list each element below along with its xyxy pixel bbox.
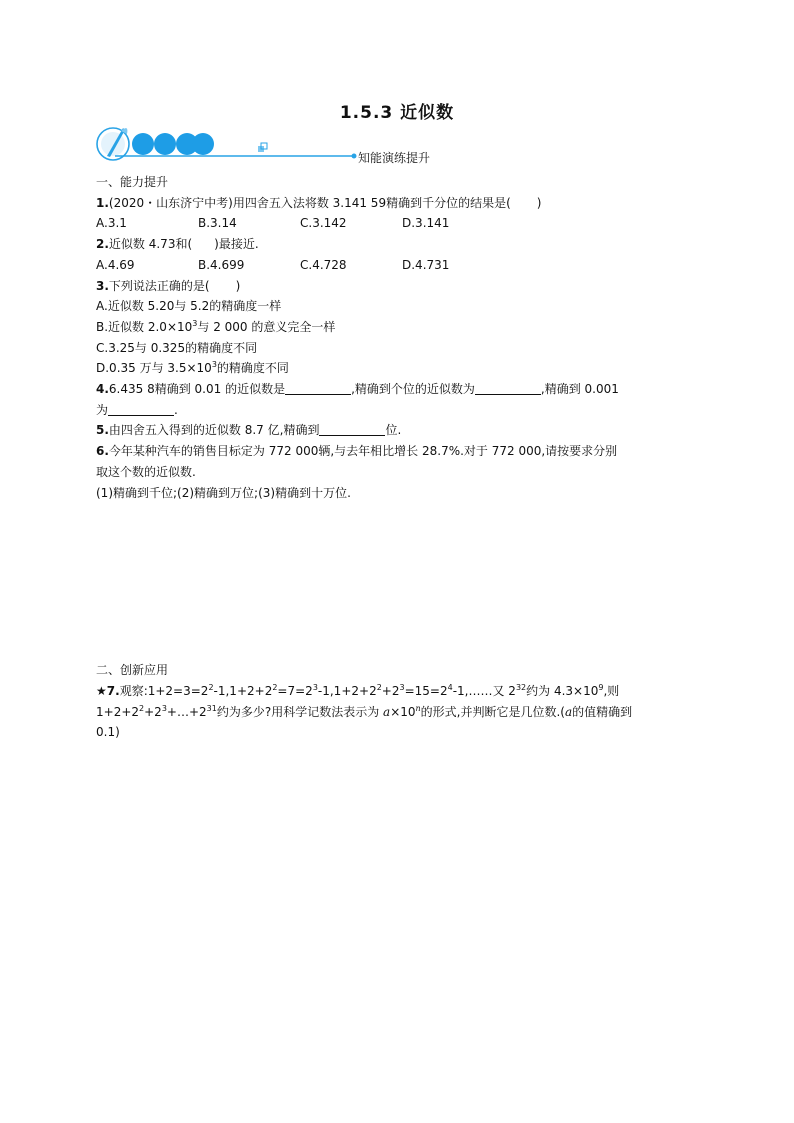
formula-part: ×10: [390, 704, 416, 719]
question-2-options: [96, 255, 696, 276]
question-6-parts: (1)精确到千位;(2)精确到万位;(3)精确到十万位.: [96, 485, 351, 500]
option-c: C.3.142: [300, 216, 347, 231]
question-text: ,精确到 0.001: [540, 382, 619, 397]
exponent: 2: [139, 703, 145, 713]
question-text: 位.: [385, 423, 402, 438]
question-number: 7.: [106, 683, 120, 698]
question-text: 今年某种汽车的销售目标定为 772 000辆,与去年相比增长 28.7%.对于 772 000,请按要求分别: [108, 444, 618, 459]
question-4: [96, 379, 696, 400]
variable: a: [383, 704, 391, 719]
question-text: 下列说法正确的是(: [108, 278, 210, 293]
exponent: 3: [192, 318, 198, 328]
exponent: 9: [598, 682, 604, 692]
question-number: 5.: [96, 423, 109, 438]
question-7-end: 0.1): [96, 725, 120, 740]
option-d: D.3.141: [402, 216, 450, 231]
exponent: 4: [447, 682, 453, 692]
question-number: 3.: [96, 278, 109, 293]
question-text: ,精确到个位的近似数为: [351, 382, 475, 397]
formula-part: -1,1+2+2: [213, 683, 273, 698]
section-heading: 一、能力提升: [96, 175, 169, 189]
question-text: 为: [96, 402, 109, 417]
question-4-cont: [96, 400, 696, 421]
question-1-options: [96, 213, 696, 234]
formula-part: ,则: [603, 683, 620, 698]
option-d: [96, 358, 696, 379]
question-1: [96, 193, 696, 214]
question-text: 的值精确到: [572, 704, 633, 719]
question-text: 由四舍五入得到的近似数 8.7 亿,精确到: [108, 423, 320, 438]
section-banner: [95, 122, 460, 166]
question-text: 的形式,并判断它是几位数.(: [420, 704, 565, 719]
banner-label: 知能演练提升: [358, 151, 431, 165]
question-5: [96, 420, 696, 441]
question-2: [96, 234, 696, 255]
exponent: 2: [376, 682, 382, 692]
option-b-text: B.近似数 2.0×10: [96, 319, 193, 334]
question-number: 1.: [96, 195, 109, 210]
option-a: A.4.69: [96, 257, 135, 272]
answer-blank[interactable]: [108, 403, 174, 416]
formula-part: -1,……又 2: [452, 683, 516, 698]
paren-close: ): [235, 278, 241, 293]
exponent: n: [415, 703, 421, 713]
formula-part: 1+2+2: [96, 704, 140, 719]
question-6: [96, 441, 696, 462]
option-c: C.4.728: [300, 257, 347, 272]
option-d-text-tail: 的精确度不同: [216, 361, 289, 376]
option-a: A.3.1: [96, 216, 127, 231]
exponent: 3: [161, 703, 167, 713]
question-text: 观察:: [119, 683, 148, 698]
option-a: A.近似数 5.20与 5.2的精确度一样: [96, 299, 282, 314]
formula-part: 约为 4.3×10: [526, 683, 599, 698]
question-number: 6.: [96, 444, 109, 459]
answer-blank[interactable]: [475, 382, 541, 395]
question-7: [96, 681, 696, 702]
question-6-cont: 取这个数的近似数.: [96, 464, 196, 479]
question-7-cont: [96, 702, 696, 723]
question-text: 6.435 8精确到 0.01 的近似数是: [108, 382, 286, 397]
question-text: (2020・山东济宁中考)用四舍五入法将数 3.141 59精确到千分位的结果是(: [108, 195, 511, 210]
formula-part: +…+2: [166, 704, 207, 719]
worksheet-content: [96, 172, 696, 743]
formula-part: 1+2=3=2: [147, 683, 209, 698]
page-title: 1.5.3 近似数: [339, 103, 455, 123]
exponent: 31: [206, 703, 217, 713]
question-number: 2.: [96, 237, 109, 252]
option-d-text: D.0.35 万与 3.5×10: [96, 361, 212, 376]
formula-part: =15=2: [404, 683, 448, 698]
exponent: 3: [399, 682, 405, 692]
option-d: D.4.731: [402, 257, 450, 272]
formula-part: =7=2: [277, 683, 313, 698]
formula-part: -1,1+2+2: [317, 683, 377, 698]
option-c: C.3.25与 0.325的精确度不同: [96, 340, 258, 355]
formula-part: +2: [144, 704, 162, 719]
question-number: 4.: [96, 382, 109, 397]
question-text: .: [174, 402, 178, 417]
exponent: 2: [208, 682, 214, 692]
option-b: [96, 317, 696, 338]
exponent: 3: [211, 360, 217, 370]
option-b: B.4.699: [198, 257, 245, 272]
star-icon: ★: [96, 683, 107, 698]
paren-close: ): [536, 195, 542, 210]
option-b-text-tail: 与 2 000 的意义完全一样: [197, 319, 336, 334]
formula-part: +2: [381, 683, 400, 698]
answer-blank[interactable]: [285, 382, 351, 395]
question-text-tail: )最接近.: [214, 237, 259, 252]
exponent: 32: [515, 682, 527, 692]
question-text: 约为多少?用科学记数法表示为: [216, 704, 384, 719]
exponent: 3: [312, 682, 318, 692]
variable: a: [564, 704, 573, 719]
exponent: 2: [272, 682, 278, 692]
answer-blank[interactable]: [319, 423, 385, 436]
section-heading: 二、创新应用: [96, 663, 169, 678]
question-3: [96, 276, 696, 297]
question-text: 近似数 4.73和(: [108, 237, 193, 252]
option-b: B.3.14: [198, 216, 237, 231]
